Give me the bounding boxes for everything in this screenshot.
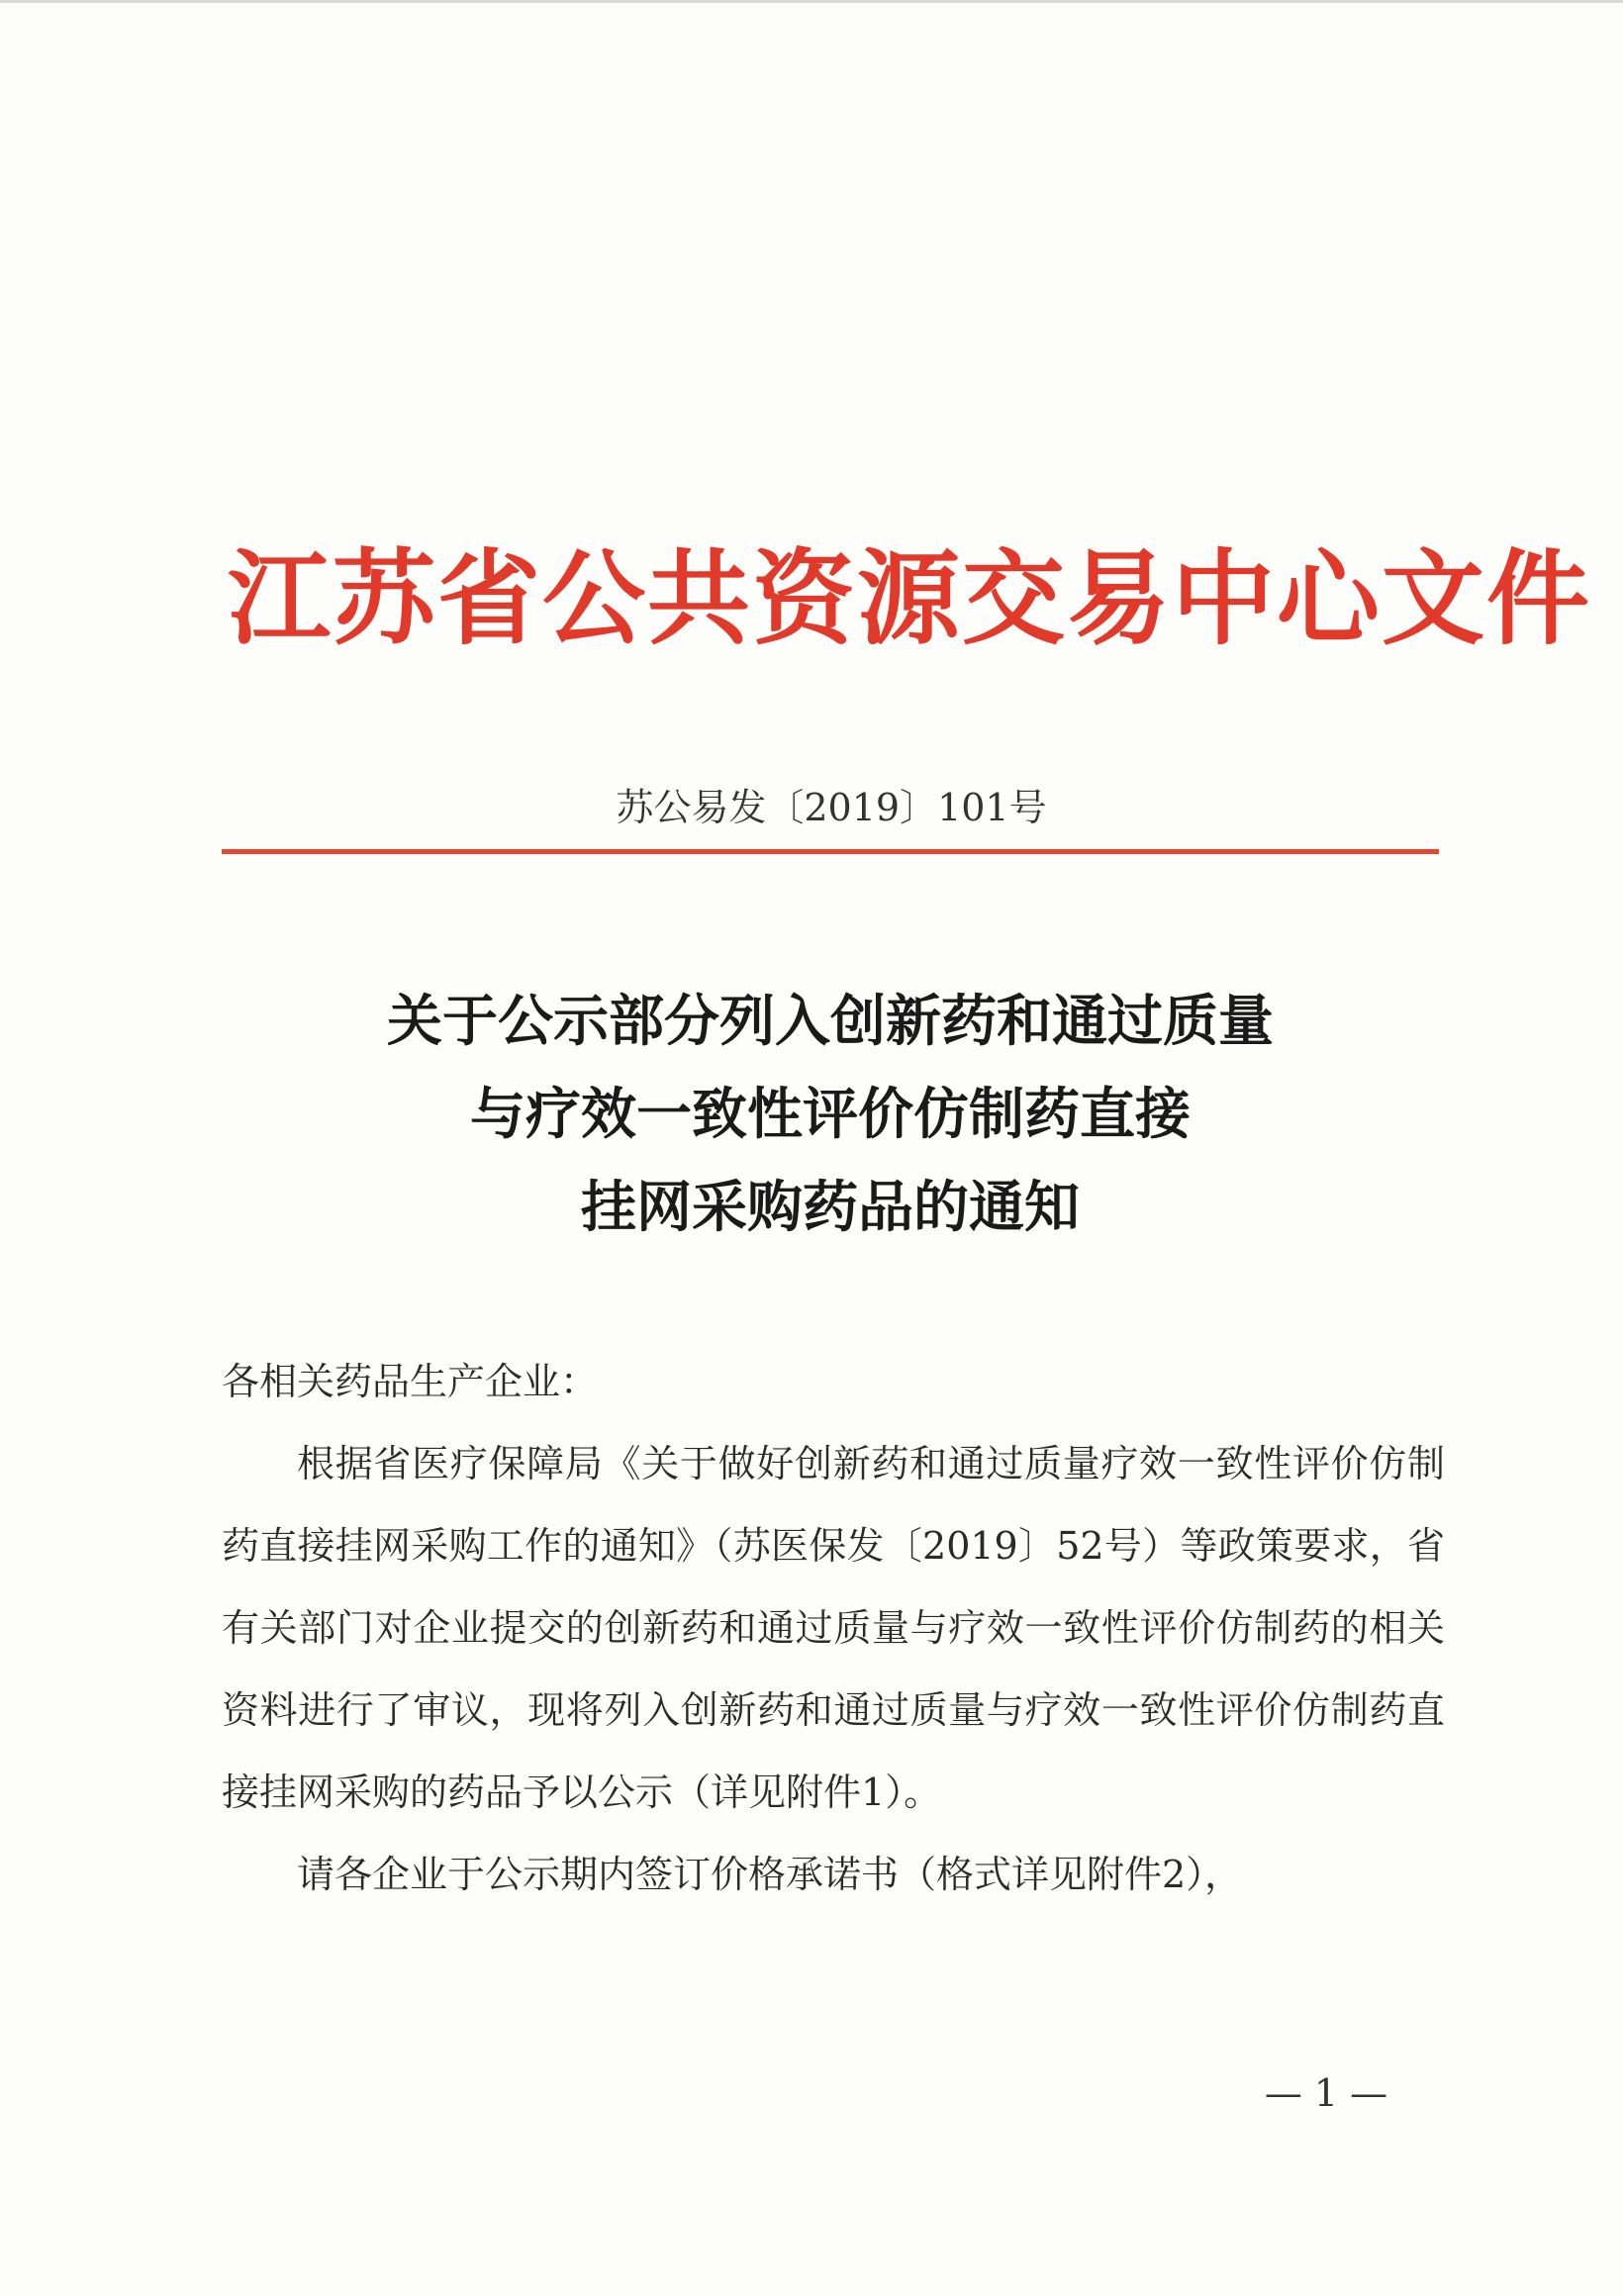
body-paragraph-1: 根据省医疗保障局《关于做好创新药和通过质量疗效一致性评价仿制药直接挂网采购工作的通知》（苏医保发〔2019〕52号）等政策要求，省有关部门对企业提交的创新药和通过质量与疗效一致性评价仿制药的相关资料进行了审议，现将列入创新药和通过质量与疗效一致性评价仿制药直接挂网采购的药品予以公示（详见附件1）。 xyxy=(222,1442,1445,1814)
notice-title-line-2: 与疗效一致性评价仿制药直接 xyxy=(470,1082,1191,1147)
header-red-divider xyxy=(222,849,1439,854)
notice-title-line-1: 关于公示部分列入创新药和通过质量 xyxy=(387,989,1274,1054)
salutation: 各相关药品生产企业： xyxy=(222,1360,599,1403)
body-paragraph-2: 请各企业于公示期内签订价格承诺书（格式详见附件2）， xyxy=(297,1853,1243,1896)
page-number: — 1 — xyxy=(1264,2071,1388,2115)
notice-title xyxy=(222,975,1439,1254)
issuer-header-title: 江苏省公共资源交易中心文件 xyxy=(228,538,1592,659)
notice-body xyxy=(222,1341,1445,1916)
notice-title-line-3: 挂网采购药品的通知 xyxy=(581,1175,1080,1240)
document-number: 苏公易发〔2019〕101号 xyxy=(616,786,1047,829)
page-top-edge xyxy=(0,0,1623,3)
